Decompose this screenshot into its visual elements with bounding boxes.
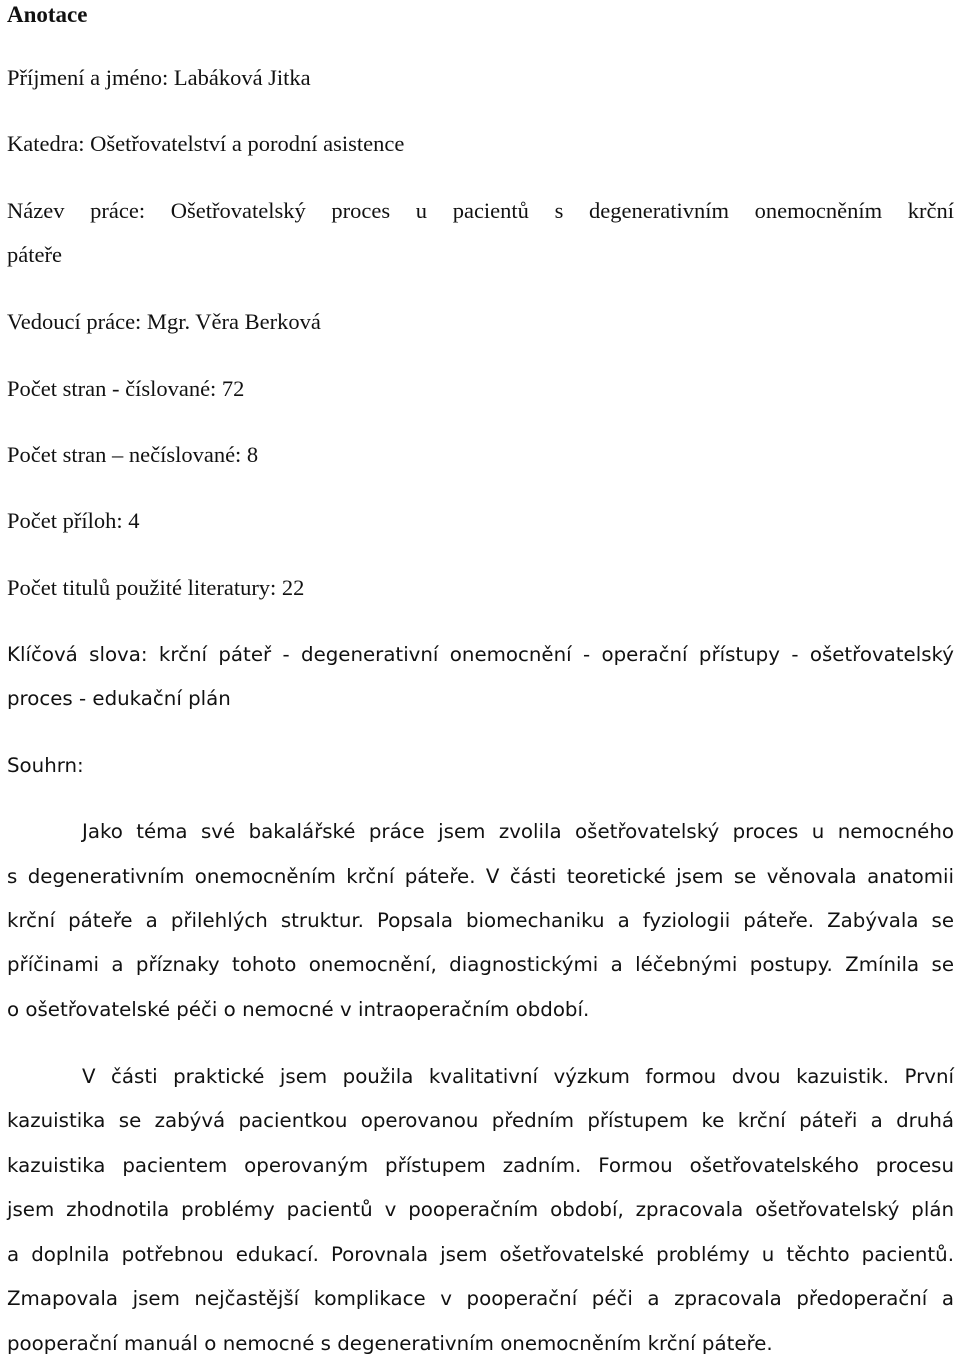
summary-paragraph-2-line: V části praktické jsem použila kvalitativní výzkum formou dvou kazuistik. První [82, 1065, 954, 1088]
supervisor-field: Vedoucí práce: Mgr. Věra Berková [7, 309, 321, 334]
page-heading: Anotace [7, 2, 88, 27]
summary-paragraph-2-line: pooperační manuál o nemocné s degenerativním onemocněním krční páteře. [7, 1332, 773, 1355]
summary-paragraph-1-line: s degenerativním onemocněním krční páteře. V části teoretické jsem se věnovala anatomii [7, 865, 954, 888]
summary-paragraph-2-line: a doplnila potřebnou edukací. Porovnala jsem ošetřovatelské problémy u těchto pacientů. [7, 1243, 954, 1266]
pages-numbered-field: Počet stran - číslované: 72 [7, 376, 245, 401]
summary-paragraph-1-line: Jako téma své bakalářské práce jsem zvolila ošetřovatelský proces u nemocného [82, 820, 954, 843]
references-field: Počet titulů použité literatury: 22 [7, 575, 305, 600]
attachments-field: Počet příloh: 4 [7, 508, 140, 533]
summary-paragraph-1-line: krční páteře a přilehlých struktur. Popsala biomechaniku a fyziologii páteře. Zabývala se [7, 909, 954, 932]
thesis-title-line-1: Název práce: Ošetřovatelský proces u pacientů s degenerativním onemocněním krční [7, 198, 954, 223]
thesis-title-line-2: páteře [7, 242, 62, 267]
keywords-line-1: Klíčová slova: krční páteř - degenerativní onemocnění - operační přístupy - ošetřovatelský [7, 643, 954, 666]
summary-paragraph-2-line: kazuistika se zabývá pacientkou operovanou předním přístupem ke krční páteři a druhá [7, 1109, 954, 1132]
summary-paragraph-2-line: Zmapovala jsem nejčastější komplikace v pooperační péči a zpracovala předoperační a [7, 1287, 954, 1310]
keywords-line-2: proces - edukační plán [7, 687, 231, 710]
summary-label: Souhrn: [7, 754, 84, 777]
summary-paragraph-2-line: kazuistika pacientem operovaným přístupem zadním. Formou ošetřovatelského procesu [7, 1154, 954, 1177]
author-field: Příjmení a jméno: Labáková Jitka [7, 65, 311, 90]
summary-paragraph-1-line: o ošetřovatelské péči o nemocné v intraoperačním období. [7, 998, 590, 1021]
summary-paragraph-2-line: jsem zhodnotila problémy pacientů v pooperačním období, zpracovala ošetřovatelský plán [7, 1198, 954, 1221]
department-field: Katedra: Ošetřovatelství a porodní asistence [7, 131, 405, 156]
pages-unnumbered-field: Počet stran – nečíslované: 8 [7, 442, 259, 467]
summary-paragraph-1-line: příčinami a příznaky tohoto onemocnění, diagnostickými a léčebnými postupy. Zmínila se [7, 953, 954, 976]
